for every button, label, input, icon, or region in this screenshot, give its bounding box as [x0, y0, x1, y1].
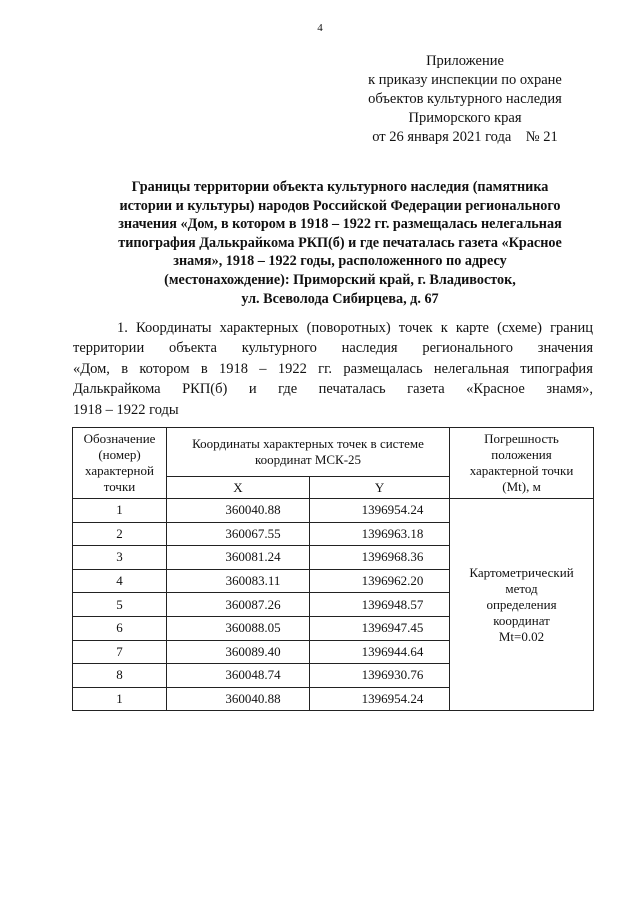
header-accuracy-line: положения	[491, 447, 552, 462]
appendix-line: Приморского края	[408, 110, 522, 126]
method-line: координат	[493, 612, 550, 628]
title-line: (местонахождение): Приморский край, г. Владивосток,	[164, 271, 516, 288]
cell-x: 360088.05	[167, 616, 310, 640]
paragraph-word: типография	[520, 360, 593, 377]
paragraph-word: где	[278, 381, 298, 398]
title-line: значения «Дом, в котором в 1918 – 1922 гг. размещалась нелегальная	[118, 216, 562, 233]
appendix-line: объектов культурного наследия	[368, 91, 562, 107]
table-body	[73, 499, 594, 711]
paragraph-word: в	[200, 360, 208, 377]
cell-point: 4	[73, 569, 167, 593]
cell-point: 3	[73, 546, 167, 570]
paragraph-word: печаталась	[318, 381, 386, 398]
paragraph-word: Координаты	[136, 320, 212, 336]
paragraph-word: –	[259, 360, 267, 377]
header-point-line: Обозначение	[83, 431, 156, 446]
document-title	[90, 178, 590, 308]
appendix-line: от 26 января 2021 года № 21	[372, 129, 558, 145]
paragraph-word: котором	[139, 360, 190, 377]
paragraph-word: объекта	[168, 340, 217, 357]
title-line: истории и культуры) народов Российской Федерации регионального	[119, 197, 561, 214]
title-line: ул. Всеволода Сибирцева, д. 67	[241, 290, 439, 307]
cell-x: 360089.40	[167, 640, 310, 664]
paragraph-word: и	[248, 381, 257, 398]
paragraph-word: наследия	[341, 340, 398, 357]
cell-point: 6	[73, 616, 167, 640]
appendix-line: Приложение	[426, 53, 504, 69]
page-number: 4	[317, 22, 323, 34]
method-line: Картометрический	[469, 564, 574, 580]
paragraph-word: в	[121, 360, 129, 377]
header-point-line: (номер)	[98, 447, 141, 462]
cell-x: 360081.24	[167, 546, 310, 570]
paragraph-line	[73, 379, 593, 399]
header-y: Y	[310, 477, 450, 499]
cell-y: 1396948.57	[310, 593, 450, 617]
cell-y: 1396962.20	[310, 569, 450, 593]
cell-point: 2	[73, 522, 167, 546]
paragraph-word: РКП(б)	[182, 381, 228, 398]
header-point-line: точки	[103, 479, 136, 494]
paragraph-word: к	[440, 320, 448, 336]
paragraph-word: характерных	[219, 320, 299, 336]
paragraph-word: 1.	[117, 320, 128, 336]
cell-point: 1	[73, 687, 167, 711]
cell-point: 5	[73, 593, 167, 617]
paragraph-line	[73, 318, 593, 338]
paragraph-word: территории	[73, 340, 145, 357]
cell-y: 1396963.18	[310, 522, 450, 546]
paragraph-word: точек	[398, 320, 433, 336]
paragraph-line	[73, 338, 593, 358]
paragraph-word: «Дом,	[73, 360, 110, 377]
cell-x: 360083.11	[167, 569, 310, 593]
cell-point: 8	[73, 664, 167, 688]
cell-x: 360040.88	[167, 687, 310, 711]
paragraph-word: 1922	[277, 360, 307, 377]
header-accuracy	[450, 428, 594, 499]
cell-y: 1396947.45	[310, 616, 450, 640]
cell-y: 1396954.24	[310, 687, 450, 711]
cell-y: 1396954.24	[310, 499, 450, 523]
section-1-paragraph	[73, 318, 593, 420]
cell-x: 360087.26	[167, 593, 310, 617]
header-accuracy-line: характерной точки	[469, 463, 574, 478]
coordinates-table	[72, 427, 594, 711]
cell-y: 1396944.64	[310, 640, 450, 664]
method-line: определения	[486, 596, 557, 612]
cell-point: 7	[73, 640, 167, 664]
title-line: знамя», 1918 – 1922 годы, расположенного по адресу	[173, 253, 507, 270]
header-accuracy-line: (Mt), м	[502, 479, 541, 494]
cell-method	[450, 499, 594, 711]
cell-x: 360067.55	[167, 522, 310, 546]
header-coordinates-line: Координаты характерных точек в системе	[192, 436, 424, 451]
paragraph-word: значения	[537, 340, 593, 357]
paragraph-word: гг.	[318, 360, 333, 377]
title-line: Границы территории объекта культурного наследия (памятника	[131, 179, 549, 195]
header-coordinates	[167, 428, 450, 477]
cell-y: 1396930.76	[310, 664, 450, 688]
paragraph-word: границ	[550, 320, 593, 336]
appendix-line: к приказу инспекции по охране	[368, 72, 562, 88]
header-x: X	[167, 477, 310, 499]
paragraph-word: (поворотных)	[306, 320, 391, 336]
cell-x: 360040.88	[167, 499, 310, 523]
header-accuracy-line: Погрешность	[484, 431, 559, 446]
method-line: метод	[505, 580, 538, 596]
title-line: типография Далькрайкома РКП(б) и где печаталась газета «Красное	[118, 234, 562, 251]
cell-y: 1396968.36	[310, 546, 450, 570]
paragraph-word: «Красное	[466, 381, 525, 398]
paragraph-word: нелегальная	[433, 360, 509, 377]
cell-x: 360048.74	[167, 664, 310, 688]
cell-point: 1	[73, 499, 167, 523]
paragraph-word: карте	[455, 320, 489, 336]
method-line: Mt=0.02	[498, 628, 545, 644]
paragraph-word: газета	[407, 381, 445, 398]
header-point	[73, 428, 167, 499]
appendix-block	[340, 52, 590, 147]
paragraph-word: культурного	[241, 340, 317, 357]
paragraph-word: знамя»,	[546, 381, 593, 398]
paragraph-word: регионального	[422, 340, 513, 357]
paragraph-word: (схеме)	[497, 320, 542, 336]
paragraph-word: Далькрайкома	[73, 381, 161, 398]
header-point-line: характерной	[85, 463, 154, 478]
paragraph-word: 1918	[219, 360, 248, 377]
header-coordinates-line: координат МСК-25	[254, 452, 362, 467]
paragraph-line	[73, 359, 593, 379]
paragraph-word: размещалась	[343, 360, 423, 377]
paragraph-line: 1918 – 1922 годы	[73, 401, 179, 418]
table-row	[73, 499, 594, 523]
